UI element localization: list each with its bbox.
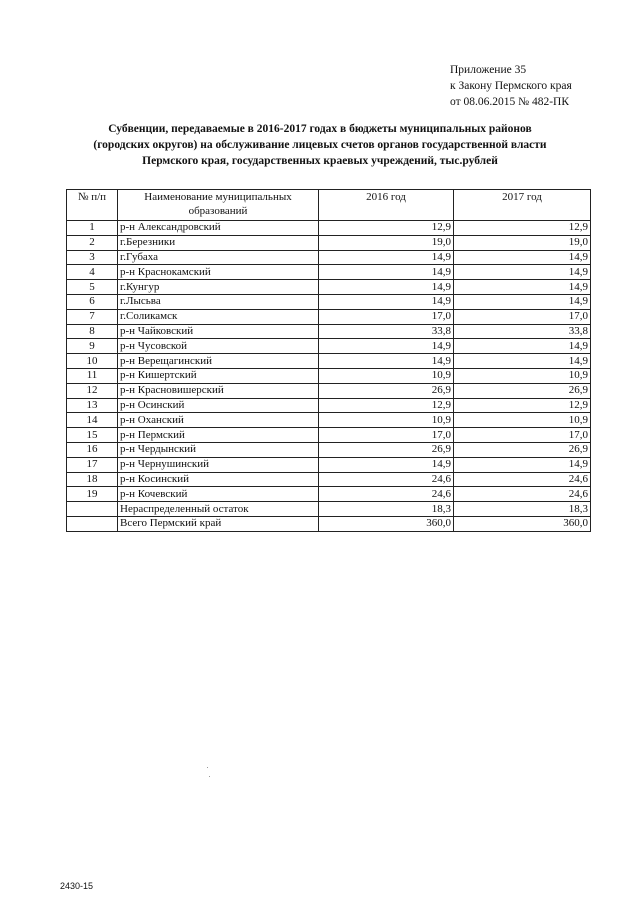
cell-number: 1 bbox=[67, 221, 118, 236]
cell-2017: 33,8 bbox=[454, 324, 591, 339]
table-row bbox=[67, 339, 591, 354]
table-row bbox=[67, 413, 591, 428]
cell-2016: 14,9 bbox=[319, 457, 454, 472]
cell-2017: 14,9 bbox=[454, 294, 591, 309]
cell-2016: 17,0 bbox=[319, 309, 454, 324]
cell-number: 7 bbox=[67, 309, 118, 324]
table-row bbox=[67, 324, 591, 339]
cell-2016: 14,9 bbox=[319, 339, 454, 354]
scan-speck bbox=[207, 767, 208, 768]
cell-name: г.Лысьва bbox=[118, 294, 319, 309]
cell-2017: 14,9 bbox=[454, 354, 591, 369]
cell-2016: 17,0 bbox=[319, 428, 454, 443]
cell-number: 8 bbox=[67, 324, 118, 339]
table-row bbox=[67, 235, 591, 250]
cell-number: 4 bbox=[67, 265, 118, 280]
cell-name: г.Соликамск bbox=[118, 309, 319, 324]
table-row bbox=[67, 457, 591, 472]
cell-2017: 14,9 bbox=[454, 457, 591, 472]
cell-number: 18 bbox=[67, 472, 118, 487]
cell-2017: 14,9 bbox=[454, 339, 591, 354]
cell-name: г.Березники bbox=[118, 235, 319, 250]
cell-name: р-н Косинский bbox=[118, 472, 319, 487]
cell-2016: 10,9 bbox=[319, 413, 454, 428]
cell-2017: 12,9 bbox=[454, 221, 591, 236]
scan-speck bbox=[209, 776, 210, 777]
cell-number: 13 bbox=[67, 398, 118, 413]
cell-2016: 14,9 bbox=[319, 294, 454, 309]
cell-2017: 10,9 bbox=[454, 368, 591, 383]
table-row bbox=[67, 472, 591, 487]
subventions-table bbox=[66, 189, 591, 532]
cell-name: р-н Оханский bbox=[118, 413, 319, 428]
cell-name: г.Губаха bbox=[118, 250, 319, 265]
cell-name: р-н Кишертский bbox=[118, 368, 319, 383]
table-header-row bbox=[67, 190, 591, 221]
table-row bbox=[67, 221, 591, 236]
cell-2017: 10,9 bbox=[454, 413, 591, 428]
cell-number: 5 bbox=[67, 280, 118, 295]
cell-2016: 26,9 bbox=[319, 383, 454, 398]
cell-number: 17 bbox=[67, 457, 118, 472]
cell-number: 3 bbox=[67, 250, 118, 265]
appendix-date: от 08.06.2015 № 482-ПК bbox=[450, 96, 570, 108]
cell-2017: 360,0 bbox=[454, 516, 591, 531]
cell-2016: 360,0 bbox=[319, 516, 454, 531]
table-body bbox=[67, 221, 591, 532]
table-row bbox=[67, 368, 591, 383]
cell-2016: 10,9 bbox=[319, 368, 454, 383]
cell-number: 16 bbox=[67, 442, 118, 457]
cell-name: Всего Пермский край bbox=[118, 516, 319, 531]
cell-2016: 33,8 bbox=[319, 324, 454, 339]
table-row bbox=[67, 294, 591, 309]
cell-name: р-н Осинский bbox=[118, 398, 319, 413]
cell-name: г.Кунгур bbox=[118, 280, 319, 295]
cell-number: 14 bbox=[67, 413, 118, 428]
cell-number: 2 bbox=[67, 235, 118, 250]
cell-2017: 24,6 bbox=[454, 472, 591, 487]
cell-number: 11 bbox=[67, 368, 118, 383]
cell-2017: 26,9 bbox=[454, 383, 591, 398]
cell-2016: 26,9 bbox=[319, 442, 454, 457]
cell-number: 10 bbox=[67, 354, 118, 369]
cell-name: р-н Чайковский bbox=[118, 324, 319, 339]
table-row bbox=[67, 280, 591, 295]
cell-2017: 18,3 bbox=[454, 502, 591, 517]
cell-2016: 14,9 bbox=[319, 265, 454, 280]
cell-2016: 12,9 bbox=[319, 221, 454, 236]
cell-name: р-н Чусовской bbox=[118, 339, 319, 354]
table-row bbox=[67, 428, 591, 443]
header-2016: 2016 год bbox=[319, 190, 454, 221]
cell-name: р-н Красновишерский bbox=[118, 383, 319, 398]
table-row bbox=[67, 250, 591, 265]
cell-2016: 24,6 bbox=[319, 487, 454, 502]
appendix-law: к Закону Пермского края bbox=[450, 80, 572, 92]
header-name: Наименование муниципальных образований bbox=[118, 190, 319, 221]
footer-code: 2430-15 bbox=[60, 881, 94, 891]
cell-2017: 17,0 bbox=[454, 428, 591, 443]
table-row bbox=[67, 442, 591, 457]
cell-2016: 14,9 bbox=[319, 354, 454, 369]
title-line-2: (городских округов) на обслуживание лицевых счетов органов государственной власти bbox=[93, 139, 547, 151]
cell-2016: 18,3 bbox=[319, 502, 454, 517]
title-line-1: Субвенции, передаваемые в 2016-2017 годах в бюджеты муниципальных районов bbox=[108, 123, 532, 135]
table-row bbox=[67, 383, 591, 398]
cell-2017: 12,9 bbox=[454, 398, 591, 413]
cell-2017: 24,6 bbox=[454, 487, 591, 502]
cell-2016: 14,9 bbox=[319, 280, 454, 295]
header-2017: 2017 год bbox=[454, 190, 591, 221]
cell-number: 6 bbox=[67, 294, 118, 309]
cell-name: р-н Чернушинский bbox=[118, 457, 319, 472]
cell-name: Нераспределенный остаток bbox=[118, 502, 319, 517]
cell-2016: 24,6 bbox=[319, 472, 454, 487]
cell-name: р-н Кочевский bbox=[118, 487, 319, 502]
header-number: № п/п bbox=[67, 190, 118, 221]
table-row bbox=[67, 487, 591, 502]
cell-2017: 26,9 bbox=[454, 442, 591, 457]
cell-number: 19 bbox=[67, 487, 118, 502]
title-line-3: Пермского края, государственных краевых учреждений, тыс.рублей bbox=[142, 155, 498, 167]
cell-2016: 19,0 bbox=[319, 235, 454, 250]
cell-name: р-н Краснокамский bbox=[118, 265, 319, 280]
cell-number: 12 bbox=[67, 383, 118, 398]
table-row bbox=[67, 516, 591, 531]
cell-number bbox=[67, 502, 118, 517]
cell-2017: 17,0 bbox=[454, 309, 591, 324]
cell-name: р-н Верещагинский bbox=[118, 354, 319, 369]
table-row bbox=[67, 502, 591, 517]
cell-2017: 14,9 bbox=[454, 265, 591, 280]
cell-name: р-н Александровский bbox=[118, 221, 319, 236]
cell-2017: 19,0 bbox=[454, 235, 591, 250]
table-row bbox=[67, 309, 591, 324]
cell-number bbox=[67, 516, 118, 531]
cell-number: 15 bbox=[67, 428, 118, 443]
cell-2016: 14,9 bbox=[319, 250, 454, 265]
cell-2017: 14,9 bbox=[454, 280, 591, 295]
table-row bbox=[67, 265, 591, 280]
appendix-block bbox=[450, 62, 572, 110]
document-title bbox=[60, 121, 580, 169]
table-row bbox=[67, 398, 591, 413]
cell-2016: 12,9 bbox=[319, 398, 454, 413]
appendix-number: Приложение 35 bbox=[450, 64, 527, 76]
table-row bbox=[67, 354, 591, 369]
cell-number: 9 bbox=[67, 339, 118, 354]
cell-name: р-н Пермский bbox=[118, 428, 319, 443]
cell-name: р-н Чердынский bbox=[118, 442, 319, 457]
cell-2017: 14,9 bbox=[454, 250, 591, 265]
